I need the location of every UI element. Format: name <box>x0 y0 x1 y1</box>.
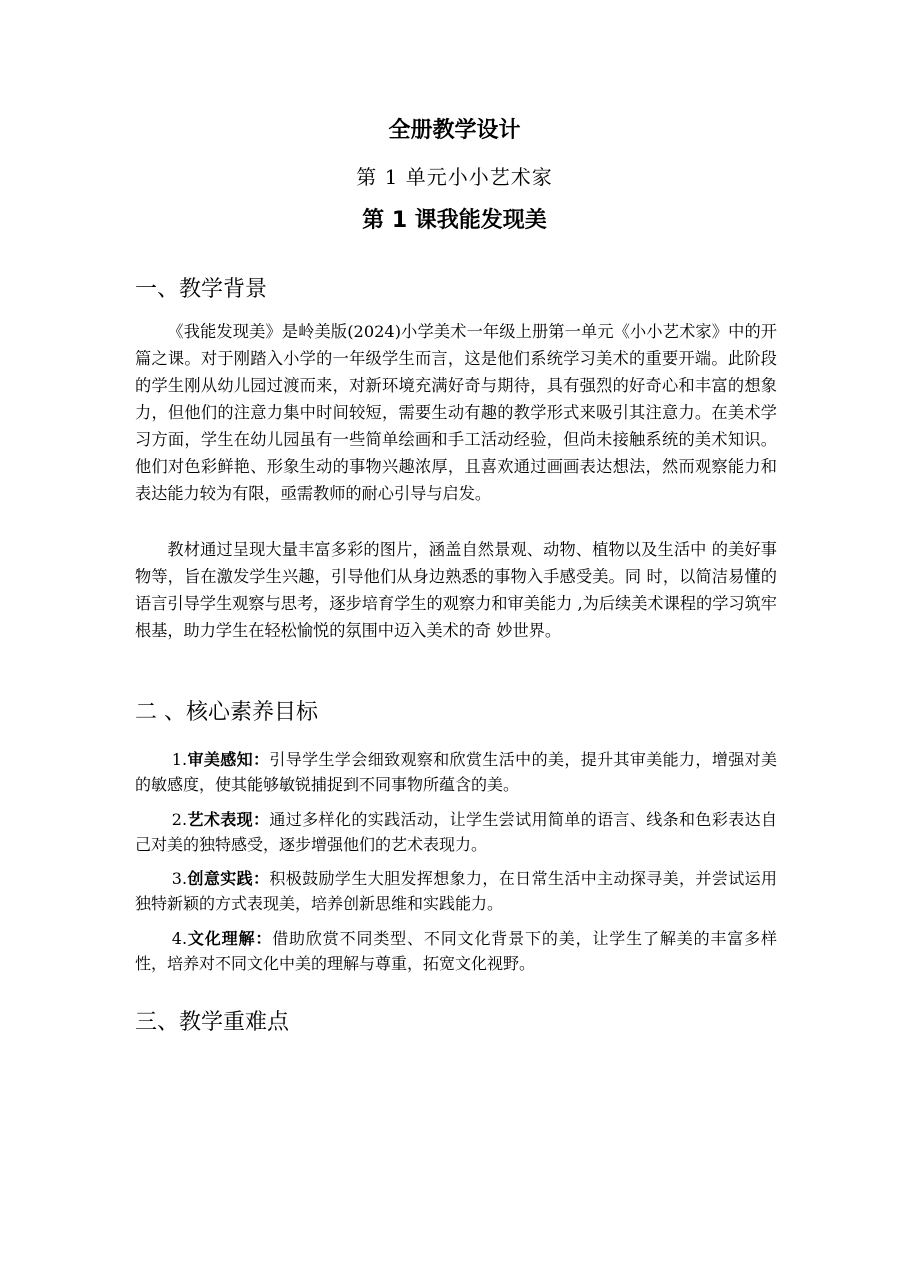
goal-number: 4. <box>171 929 188 948</box>
goal-number: 1. <box>171 750 188 769</box>
section-heading-background: 一、教学背景 <box>135 277 268 302</box>
section-heading-core-goals: 二 、核心素养目标 <box>135 700 318 725</box>
goal-item-aesthetic <box>135 747 777 797</box>
section-heading-key-points: 三、教学重难点 <box>135 1010 290 1035</box>
goal-item-expression <box>135 807 777 857</box>
goal-item-culture <box>135 926 777 976</box>
goal-number: 3. <box>171 869 188 888</box>
document-title: 全册教学设计 <box>388 118 521 143</box>
goal-title: 文化理解： <box>187 929 273 948</box>
unit-title: 第 1 单元小小艺术家 <box>356 165 553 189</box>
goal-title: 创意实践： <box>187 869 270 888</box>
goal-title: 艺术表现： <box>187 810 270 829</box>
goal-text: 积极鼓励学生大胆发挥想象力，在日常生活中主动探寻美，并尝试运用独特新颖的方式表现美，培养创新思维和实践能力。 <box>135 869 777 913</box>
goal-title: 审美感知： <box>187 750 270 769</box>
goal-text: 借助欣赏不同类型、不同文化背景下的美，让学生了解美的丰富多样性，培养对不同文化中美的理解与尊重，拓宽文化视野。 <box>135 929 777 973</box>
goal-number: 2. <box>171 810 188 829</box>
lesson-title: 第 1 课我能发现美 <box>362 208 547 233</box>
goal-text: 通过多样化的实践活动，让学生尝试用简单的语言、线条和色彩表达自己对美的独特感受，逐步增强他们的艺术表现力。 <box>135 810 777 854</box>
goal-text: 引导学生学会细致观察和欣赏生活中的美，提升其审美能力，增强对美的敏感度，使其能够敏锐捕捉到不同事物所蕴含的美。 <box>135 750 777 794</box>
goal-item-creativity <box>135 866 777 916</box>
paragraph-background-1: 《我能发现美》是岭美版(2024)小学美术一年级上册第一单元《小小艺术家》中的开篇之课。对于刚踏入小学的一年级学生而言，这是他们系统学习美术的重要开端。此阶段的学生刚从幼儿园过渡而来，对新环境充满好奇与期待，具有强烈的好奇心和丰富的想象力，但他们的注意力集中时间较短，需要生动有趣的教学形式来吸引其注意力。在美术学习方面，学生在幼儿园虽有一些简单绘画和手工活动经验，但尚未接触系统的美术知识。他们对色彩鲜艳、形象生动的事物兴趣浓厚，且喜欢通过画画表达想法，然而观察能力和表达能力较为有限，亟需教师的耐心引导与启发。 <box>135 322 777 503</box>
paragraph-background-2: 教材通过呈现大量丰富多彩的图片，涵盖自然景观、动物、植物以及生活中 的美好事物等，旨在激发学生兴趣，引导他们从身边熟悉的事物入手感受美。同 时，以简洁易懂的语言引导学生观察与思考，逐步培育学生的观察力和审美能力 ,为后续美术课程的学习筑牢根基，助力学生在轻松愉悦的氛围中迈入美术的奇 妙世界。 <box>135 540 777 640</box>
